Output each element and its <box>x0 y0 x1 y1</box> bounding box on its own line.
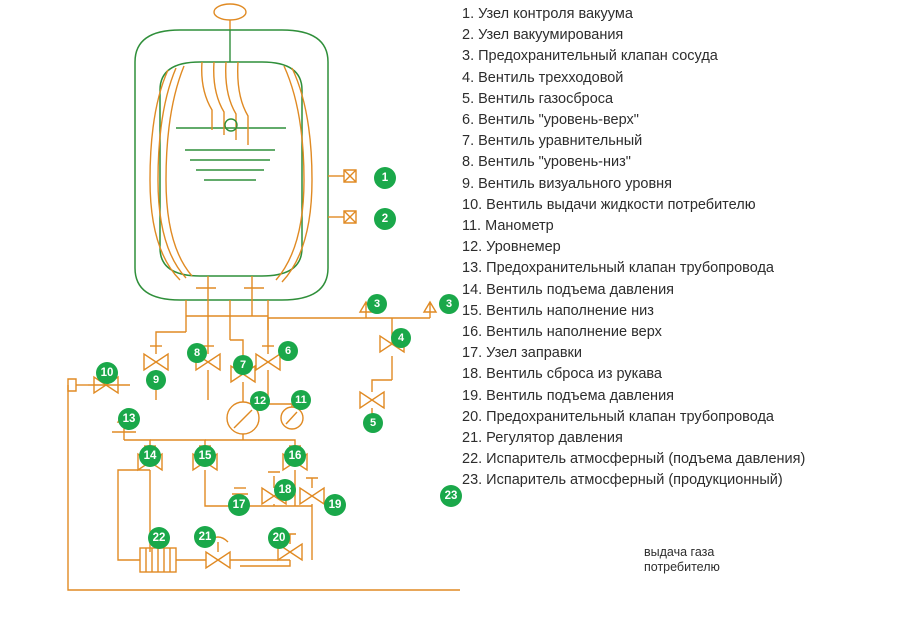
valve-5-upline <box>372 380 392 392</box>
marker-13 <box>118 408 140 430</box>
marker-20 <box>268 527 290 549</box>
marker-3b <box>439 294 459 314</box>
legend-item: 3. Предохранительный клапан сосуда <box>462 48 718 65</box>
valve-16-upline <box>205 440 295 454</box>
marker-8 <box>187 343 207 363</box>
legend-item: 6. Вентиль "уровень-верх" <box>462 112 639 129</box>
valve-9-upline <box>156 332 186 354</box>
marker-16 <box>284 445 306 467</box>
marker-17 <box>228 494 250 516</box>
marker-23-label: 23 <box>444 490 458 502</box>
vacuum-unit-1-cross <box>344 170 356 182</box>
legend-item: 15. Вентиль наполнение низ <box>462 302 654 319</box>
marker-21-label: 21 <box>198 531 212 543</box>
marker-5-label: 5 <box>369 417 377 429</box>
internal-float <box>225 119 237 131</box>
outlet-flange <box>68 379 76 391</box>
marker-10 <box>96 362 118 384</box>
marker-14-label: 14 <box>143 450 157 462</box>
marker-17-label: 17 <box>232 499 246 511</box>
valve-5 <box>360 392 384 408</box>
marker-9-label: 9 <box>152 374 160 386</box>
marker-11 <box>291 390 311 410</box>
vacuum-unit-2-cross <box>344 211 356 223</box>
gauge-11-stem <box>268 404 292 407</box>
marker-11-label: 11 <box>295 394 307 406</box>
legend-item: 5. Вентиль газосброса <box>462 90 614 107</box>
legend-item: 2. Узел вакуумирования <box>462 27 624 44</box>
marker-15 <box>194 445 216 467</box>
tank-liquid-lines <box>185 150 275 180</box>
marker-20-label: 20 <box>272 532 286 544</box>
legend-item: 23. Испаритель атмосферный (продукционный) <box>462 472 783 489</box>
marker-2-label: 2 <box>381 213 389 225</box>
relief-20-downline <box>240 560 290 566</box>
marker-12-label: 12 <box>253 395 267 407</box>
marker-22 <box>148 527 170 549</box>
marker-18-label: 18 <box>278 484 292 496</box>
tank-inner-vessel <box>160 62 302 276</box>
valve-9 <box>144 354 168 370</box>
marker-4-label: 4 <box>397 332 405 344</box>
gas-outlet-label <box>644 545 720 575</box>
marker-3b-label: 3 <box>445 298 453 310</box>
marker-1-label: 1 <box>381 172 389 184</box>
marker-12 <box>250 391 270 411</box>
annulus-pipe-3 <box>166 66 192 276</box>
relief-header <box>268 318 410 330</box>
marker-2 <box>374 208 396 230</box>
legend-item: 14. Вентиль подъема давления <box>462 281 675 298</box>
marker-14 <box>139 445 161 467</box>
valve-6 <box>256 354 280 370</box>
legend-item: 17. Узел заправки <box>462 345 582 362</box>
annulus-pipe-4 <box>282 68 312 282</box>
marker-9 <box>146 370 166 390</box>
marker-16-label: 16 <box>288 450 302 462</box>
marker-8-label: 8 <box>193 347 201 359</box>
legend-item: 7. Вентиль уравнительный <box>462 133 643 150</box>
legend-item: 13. Предохранительный клапан трубопровода <box>462 260 774 277</box>
legend-item: 19. Вентиль подъема давления <box>462 387 675 404</box>
marker-7 <box>233 355 253 375</box>
regulator-21 <box>206 552 230 568</box>
legend-item: 10. Вентиль выдачи жидкости потребителю <box>462 196 756 213</box>
annulus-pipe-2 <box>158 68 186 278</box>
legend-item: 9. Вентиль визуального уровня <box>462 175 673 192</box>
legend-item: 11. Манометр <box>462 218 554 235</box>
evaporator-22-inlet <box>118 470 150 560</box>
marker-19-label: 19 <box>328 499 342 511</box>
annulus-pipe-5 <box>276 66 304 280</box>
marker-7-label: 7 <box>239 359 247 371</box>
marker-21 <box>194 526 216 548</box>
legend-list <box>462 4 902 492</box>
marker-6 <box>278 341 298 361</box>
valve-19 <box>300 488 324 504</box>
legend-item: 8. Вентиль "уровень-низ" <box>462 154 631 171</box>
legend-item: 1. Узел контроля вакуума <box>462 6 633 22</box>
marker-4 <box>391 328 411 348</box>
marker-13-label: 13 <box>122 413 136 425</box>
legend-item: 20. Предохранительный клапан трубопровода <box>462 408 774 425</box>
valve-19-stem <box>306 478 318 488</box>
marker-5 <box>363 413 383 433</box>
legend-item: 12. Уровнемер <box>462 239 561 256</box>
gauge-12-needle <box>234 410 252 428</box>
marker-1 <box>374 167 396 189</box>
legend-item: 4. Вентиль трехходовой <box>462 69 624 86</box>
internal-pipe-b <box>214 62 224 135</box>
gas-outlet-label-line2: потребителю <box>644 560 720 574</box>
legend-item: 21. Регулятор давления <box>462 430 623 447</box>
internal-pipe-a <box>202 62 212 130</box>
marker-23 <box>440 485 462 507</box>
marker-22-label: 22 <box>152 532 166 544</box>
legend-item: 18. Вентиль сброса из рукава <box>462 366 662 383</box>
marker-18 <box>274 479 296 501</box>
marker-3a-label: 3 <box>373 298 381 310</box>
legend-item: 22. Испаритель атмосферный (подъема давления) <box>462 451 806 468</box>
gas-outlet-label-line1: выдача газа <box>644 545 715 559</box>
marker-19 <box>324 494 346 516</box>
gauge-11-needle <box>286 412 297 424</box>
marker-6-label: 6 <box>284 345 292 357</box>
relief-valve-3b <box>424 302 436 318</box>
top-dome <box>214 4 246 20</box>
legend-item: 16. Вентиль наполнение верх <box>462 324 662 341</box>
marker-15-label: 15 <box>198 450 212 462</box>
marker-10-label: 10 <box>100 367 114 379</box>
marker-3a <box>367 294 387 314</box>
internal-pipe-d <box>238 62 248 145</box>
